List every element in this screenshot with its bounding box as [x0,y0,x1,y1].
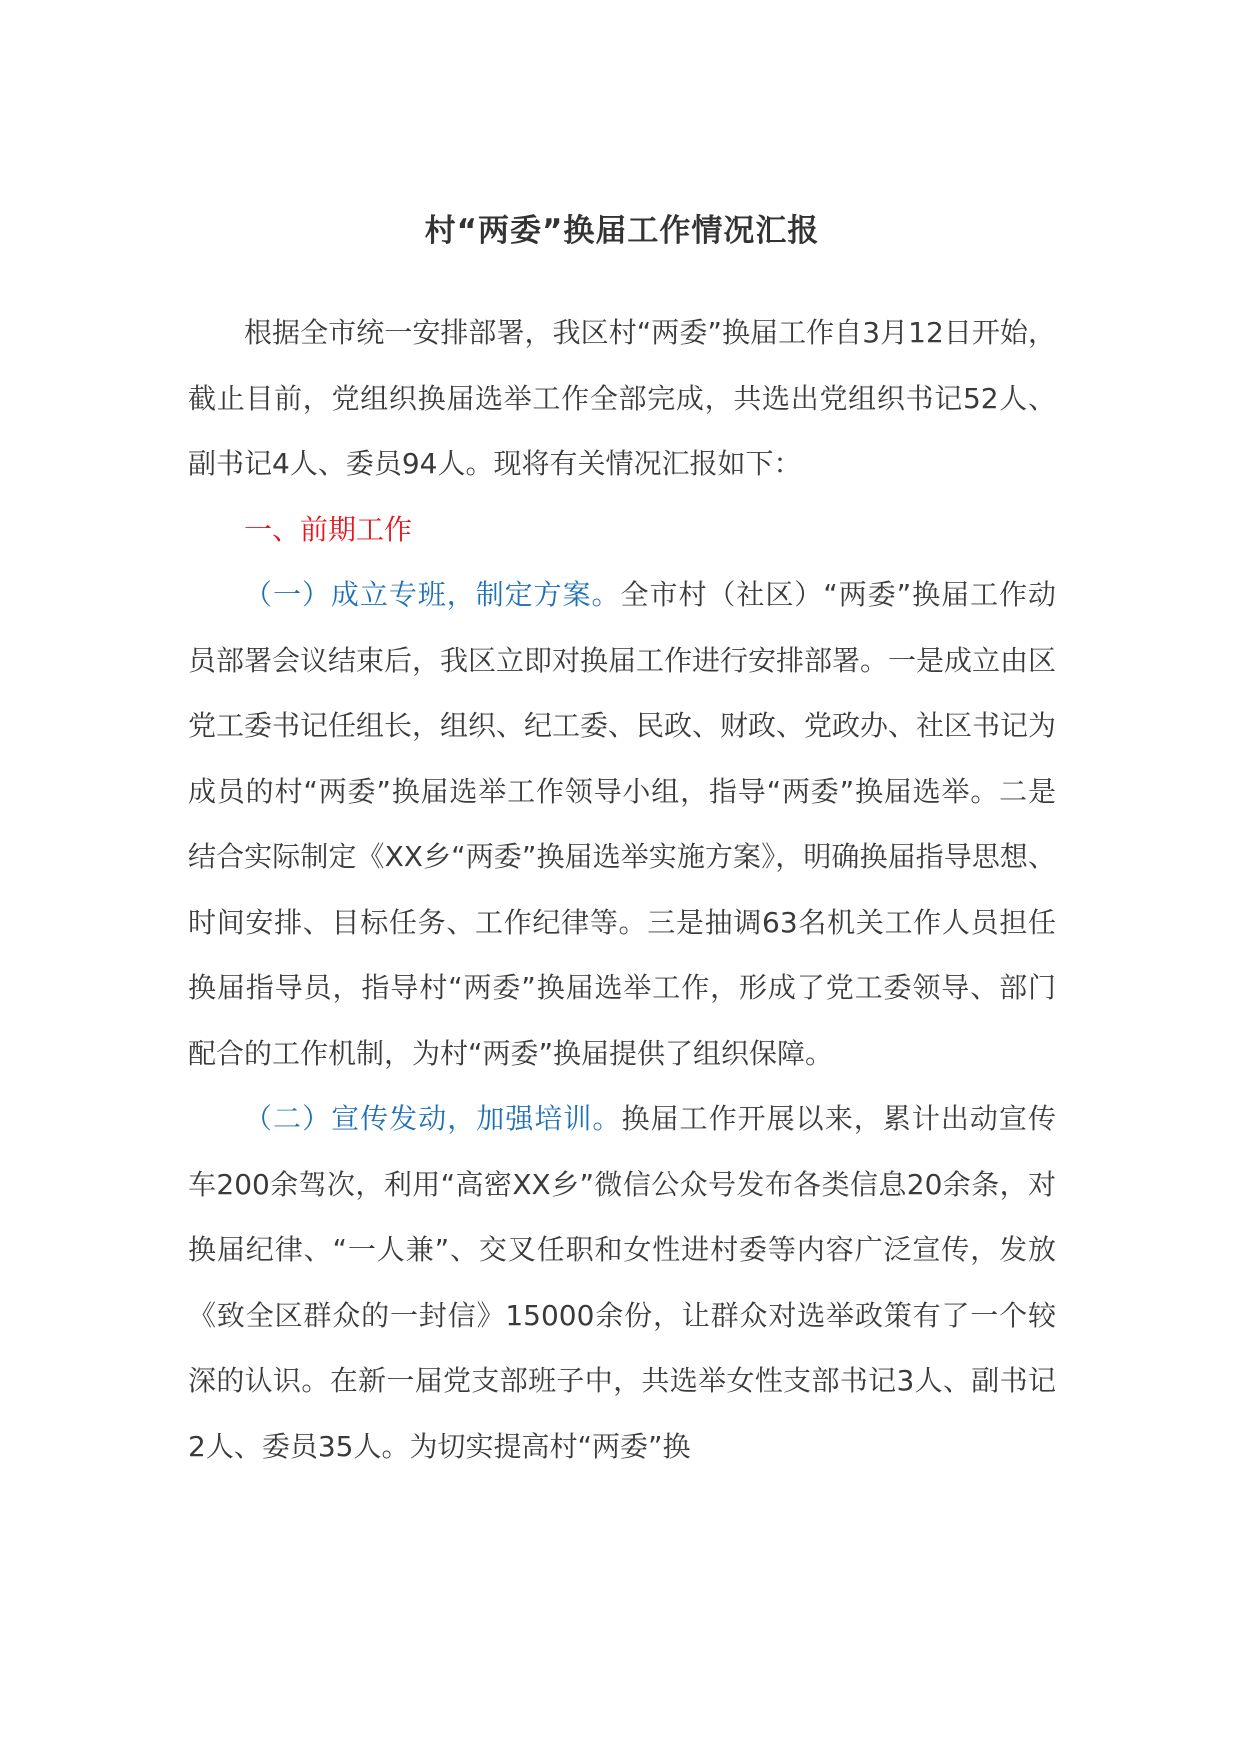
document-body [188,300,1056,1479]
subsection-paragraph-1 [188,562,1056,1086]
subsection-text-1: 全市村（社区）“两委”换届工作动员部署会议结束后，我区立即对换届工作进行安排部署。一是成立由区党工委书记任组长，组织、纪工委、民政、财政、党政办、社区书记为成员的村“两委”换届选举工作领导小组，指导“两委”换届选举。二是结合实际制定《XX乡“两委”换届选举实施方案》，明确换届指导思想、时间安排、目标任务、工作纪律等。三是抽调63名机关工作人员担任换届指导员，指导村“两委”换届选举工作，形成了党工委领导、部门配合的工作机制，为村“两委”换届提供了组织保障。 [188,578,1057,1070]
section-heading-preliminary-work: 一、前期工作 [244,512,413,546]
document-title: 村“两委”换届工作情况汇报 [424,213,820,249]
subsection-heading-1: （一）成立专班，制定方案。 [244,578,621,611]
subsection-text-2: 换届工作开展以来，累计出动宣传车200余驾次，利用“高密XX乡”微信公众号发布各类信息20余条，对换届纪律、“一人兼”、交叉任职和女性进村委等内容广泛宣传，发放《致全区群众的一封信》15000余份，让群众对选举政策有了一个较深的认识。在新一届党支部班子中，共选举女性支部书记3人、副书记2人、委员35人。为切实提高村“两委”换 [188,1102,1056,1463]
subsection-paragraph-2 [188,1086,1056,1479]
subsection-heading-2: （二）宣传发动，加强培训。 [244,1102,622,1135]
intro-paragraph: 根据全市统一安排部署，我区村“两委”换届工作自3月12日开始，截止目前，党组织换届选举工作全部完成，共选出党组织书记52人、副书记4人、委员94人。现将有关情况汇报如下： [188,316,1056,480]
